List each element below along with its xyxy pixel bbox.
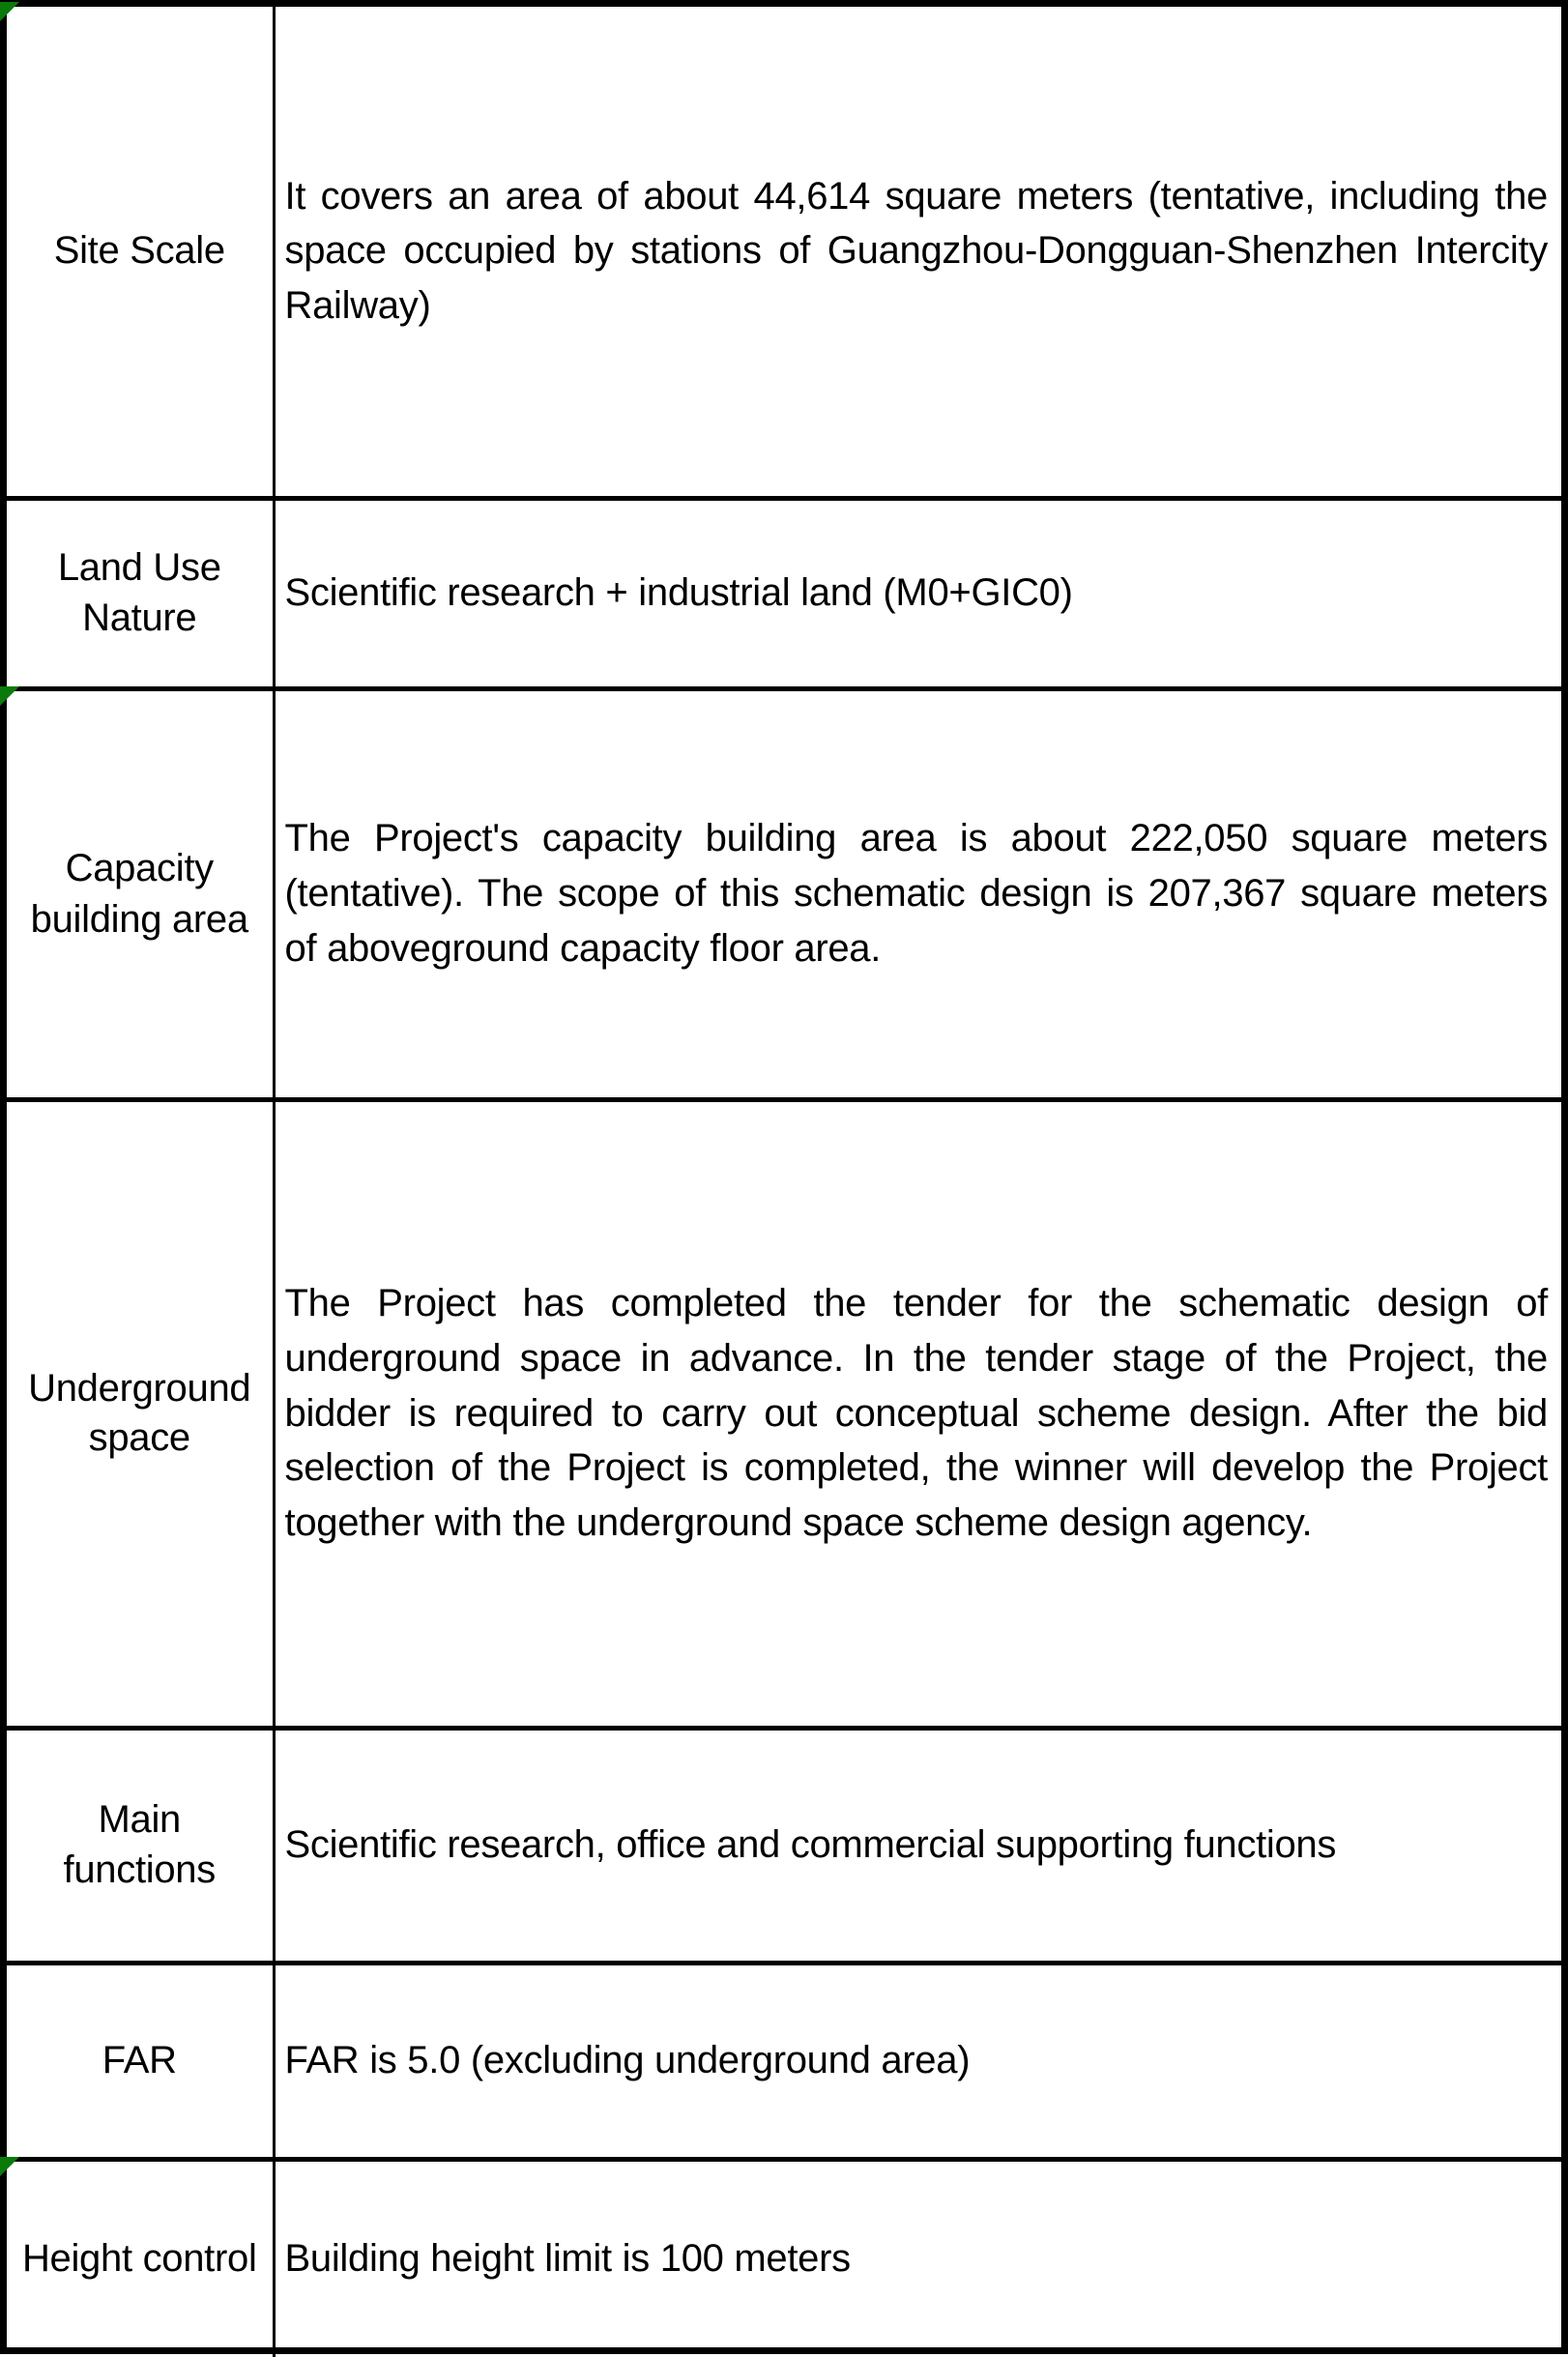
label-text: Capacity building area	[30, 846, 248, 941]
row-value-underground-space	[274, 1099, 1561, 1728]
label-text: Height control	[21, 2237, 257, 2281]
row-value-land-use-nature	[274, 498, 1561, 688]
value-text: Scientific research, office and commercial supporting functions	[284, 1823, 1337, 1867]
row-label-far	[7, 1963, 274, 2159]
row-value-far	[274, 1963, 1561, 2159]
table-body	[7, 7, 1561, 2357]
table-row	[7, 498, 1561, 688]
value-text: The Project has completed the tender for the schematic design of underground space in advance. In the tender stage of the Project, the bidder is required to carry out conceptual scheme design. After the bid selection of the Project is completed, the winner will develop the Project together with the underground space scheme design agency.	[284, 1282, 1548, 1545]
row-value-site-scale	[274, 7, 1561, 498]
table-row	[7, 1963, 1561, 2159]
row-label-underground-space	[7, 1099, 274, 1728]
label-text: Land Use Nature	[57, 546, 221, 639]
value-text: It covers an area of about 44,614 square meters (tentative, including the space occupied by stations of Guangzhou-Dongguan-Shenzhen Intercity Railway)	[284, 174, 1548, 328]
label-text: Main functions	[63, 1798, 216, 1891]
row-value-height-control	[274, 2159, 1561, 2357]
value-text: The Project's capacity building area is about 222,050 square meters (tentative). The scope of this schematic design is 207,367 square meters of aboveground capacity floor area.	[284, 817, 1548, 970]
row-label-capacity-building-area	[7, 688, 274, 1099]
row-label-land-use-nature	[7, 498, 274, 688]
table-row	[7, 1728, 1561, 1963]
value-text: Building height limit is 100 meters	[284, 2237, 851, 2281]
row-value-capacity-building-area	[274, 688, 1561, 1099]
row-label-height-control	[7, 2159, 274, 2357]
table-row	[7, 7, 1561, 498]
green-corner-marker-icon	[0, 2157, 19, 2176]
table-row	[7, 688, 1561, 1099]
table-row	[7, 2159, 1561, 2357]
green-corner-marker-icon	[0, 686, 19, 706]
label-text: Site Scale	[53, 229, 225, 273]
value-text: Scientific research + industrial land (M0+GIC0)	[284, 571, 1073, 615]
row-label-site-scale	[7, 7, 274, 498]
label-text: Underground space	[28, 1366, 251, 1459]
table-row	[7, 1099, 1561, 1728]
specification-table	[7, 7, 1561, 2357]
green-corner-marker-icon	[0, 2, 19, 21]
label-text: FAR	[102, 2038, 177, 2081]
row-label-main-functions	[7, 1728, 274, 1963]
row-value-main-functions	[274, 1728, 1561, 1963]
value-text: FAR is 5.0 (excluding underground area)	[284, 2039, 971, 2082]
